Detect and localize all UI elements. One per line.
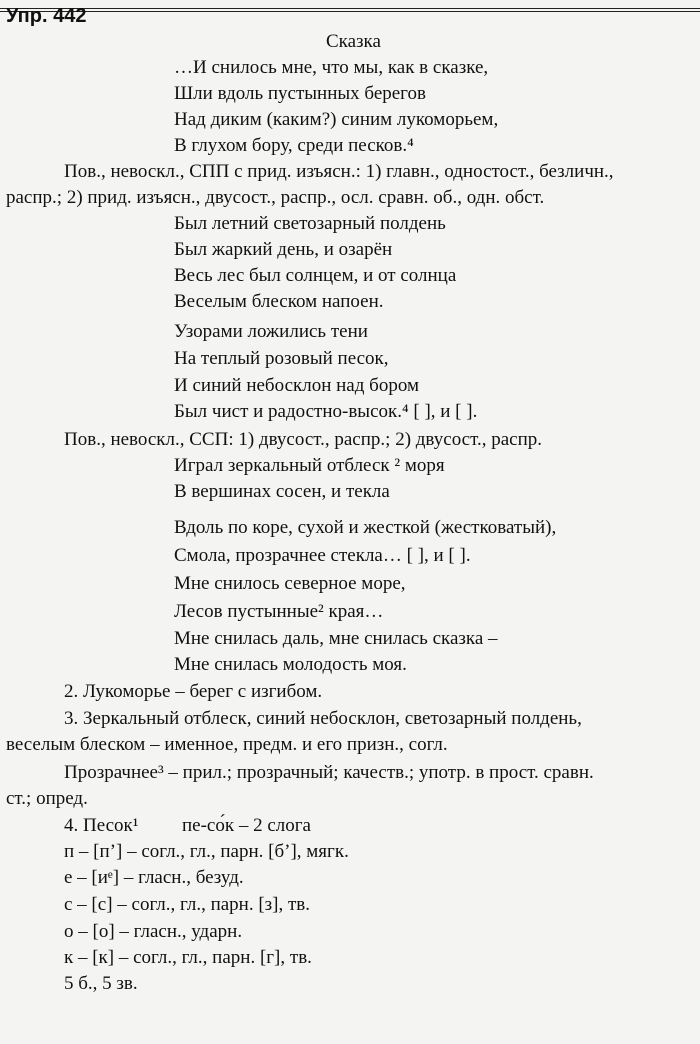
syntax-analysis: распр.; 2) прид. изъясн., двусост., распр., осл. сравн. об., одн. обст. — [6, 187, 545, 208]
poem-line: Узорами ложились тени — [174, 321, 368, 342]
poem-line: В глухом бору, среди песков.⁴ — [174, 135, 414, 156]
poem-line: Играл зеркальный отблеск ² моря — [174, 455, 445, 476]
syllable-division: пе-со́к – 2 слога — [182, 815, 311, 836]
poem-line: Был летний светозарный полдень — [174, 213, 446, 234]
poem-line: В вершинах сосен, и текла — [174, 481, 390, 502]
poem-line: Мне снилась даль, мне снилась сказка – — [174, 628, 498, 649]
sound-row: е – [иᵉ] – гласн., безуд. — [64, 867, 244, 888]
poem-title: Сказка — [326, 31, 381, 52]
poem-line: Мне снилась молодость моя. — [174, 654, 407, 675]
phonetic-heading: 4. Песок¹ — [64, 815, 139, 836]
syntax-analysis: Пов., невоскл., ССП: 1) двусост., распр.; 2) двусост., распр. — [64, 429, 543, 450]
top-rule — [0, 8, 700, 12]
poem-line: Шли вдоль пустынных берегов — [174, 83, 426, 104]
poem-line: Веселым блеском напоен. — [174, 291, 384, 312]
poem-line: Над диким (каким?) синим лукоморьем, — [174, 109, 499, 130]
poem-line: На теплый розовый песок, — [174, 348, 389, 369]
syntax-analysis: Пов., невоскл., СПП с прид. изъясн.: 1) главн., одностост., безличн., — [64, 161, 614, 182]
poem-line: Был жаркий день, и озарён — [174, 239, 393, 260]
poem-line: Смола, прозрачнее стекла… [ ], и [ ]. — [174, 545, 471, 566]
poem-line: Лесов пустынные² края… — [174, 601, 384, 622]
answer-item-3: 3. Зеркальный отблеск, синий небосклон, светозарный полдень, — [64, 708, 582, 729]
answer-item-2: 2. Лукоморье – берег с изгибом. — [64, 681, 323, 702]
poem-line: Был чист и радостно-высок.⁴ [ ], и [ ]. — [174, 401, 478, 422]
poem-line: И синий небосклон над бором — [174, 375, 419, 396]
exercise-number: Упр. 442 — [6, 5, 87, 27]
sound-row: п – [п’] – согл., гл., парн. [б’], мягк. — [64, 841, 349, 862]
sound-row: с – [с] – согл., гл., парн. [з], тв. — [64, 894, 311, 915]
sound-row: о – [о] – гласн., ударн. — [64, 921, 243, 942]
poem-line: Весь лес был солнцем, и от солнца — [174, 265, 457, 286]
poem-line: Мне снилось северное море, — [174, 573, 406, 594]
sound-row: к – [к] – согл., гл., парн. [г], тв. — [64, 947, 312, 968]
poem-line: …И снилось мне, что мы, как в сказке, — [174, 57, 489, 78]
poem-line: Вдоль по коре, сухой и жесткой (жестковатый), — [174, 517, 557, 538]
morph-analysis: Прозрачнее³ – прил.; прозрачный; качеств.; употр. в прост. сравн. — [64, 762, 594, 783]
sound-total: 5 б., 5 зв. — [64, 973, 138, 994]
answer-item-3: веселым блеском – именное, предм. и его призн., согл. — [6, 734, 448, 755]
morph-analysis: ст.; опред. — [6, 788, 88, 809]
